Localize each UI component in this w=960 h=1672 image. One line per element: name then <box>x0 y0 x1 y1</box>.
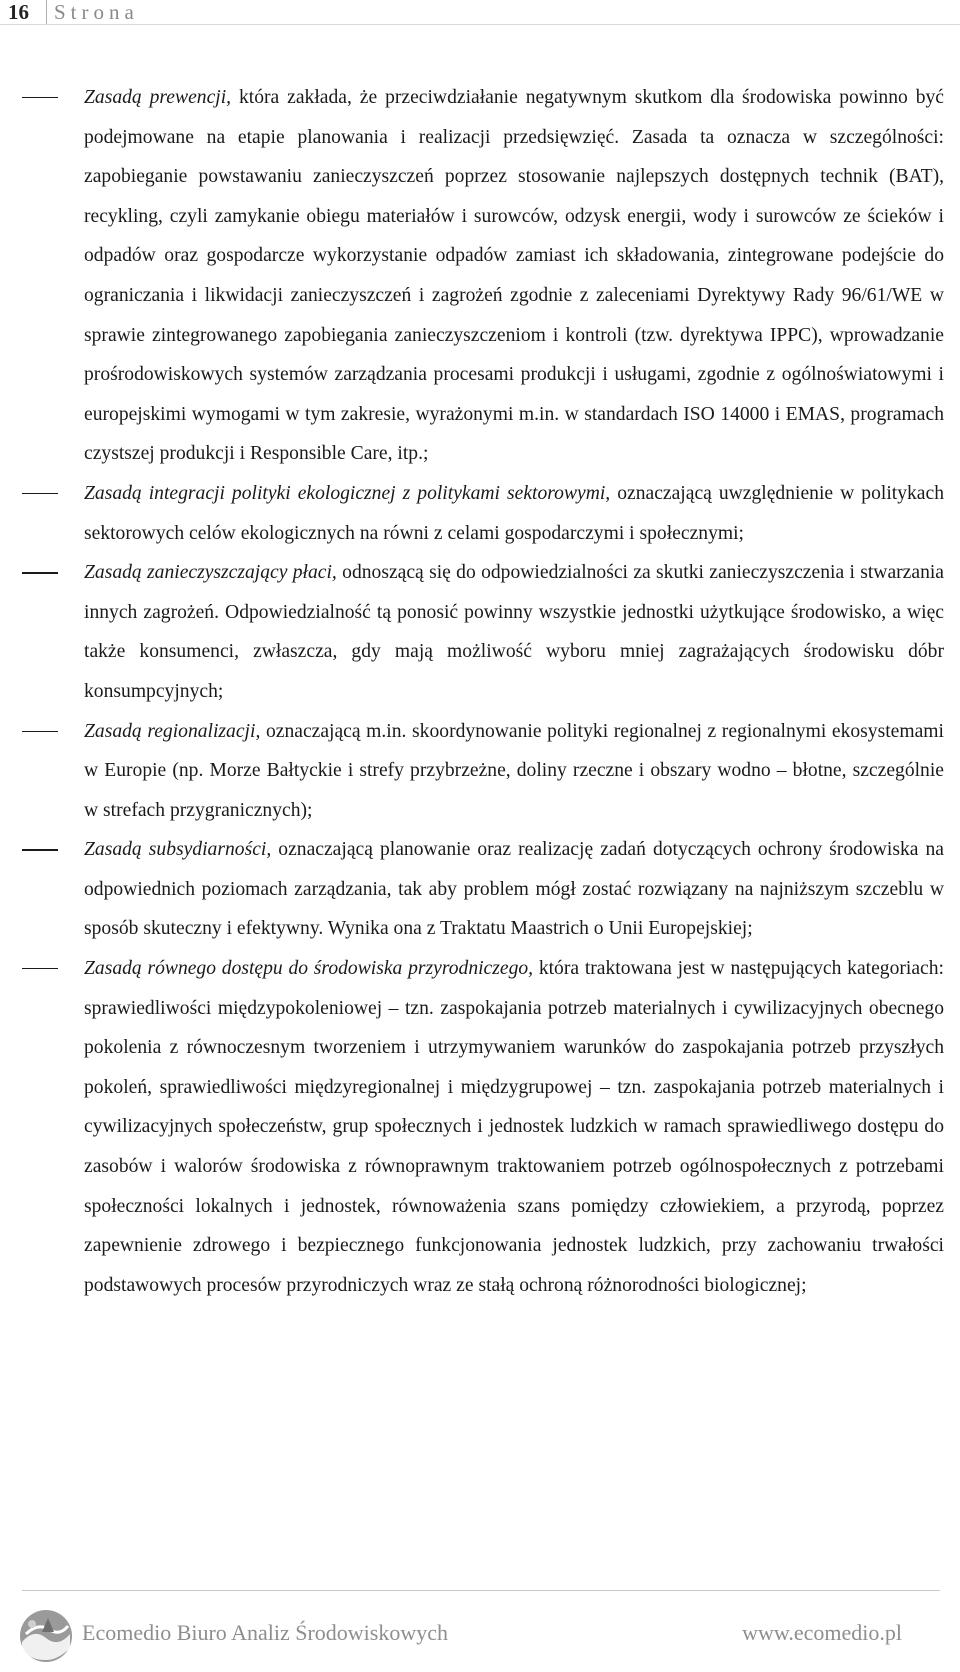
list-item <box>0 553 944 711</box>
list-item-lead: Zasadą zanieczyszczający płaci, <box>84 562 337 584</box>
header-separator <box>46 0 47 24</box>
list-item-text <box>84 474 944 553</box>
list-item-rest: oznaczającą uwzględnienie w politykach sektorowych celów ekologicznych na równi z celami gospodarczymi i społecznymi; <box>84 482 944 544</box>
dash-bullet <box>22 97 58 98</box>
list-item <box>0 830 944 949</box>
list-item-rest: która zakłada, że przeciwdziałanie negatywnym skutkom dla środowiska powinno być podejmowane na etapie planowania i realizacji przedsięwzięć. Zasada ta oznacza w szczególności: zapobieganie powstawaniu zanieczyszczeń poprzez stosowanie najlepszych dostępnych technik (BAT), recykling, czyli zamykanie obiegu materiałów i surowców, odzysk energii, wody i surowców ze ścieków i odpadów oraz gospodarcze wykorzystanie odpadów zamiast ich składowania, zintegrowane podejście do ograniczania i likwidacji zanieczyszczeń i zagrożeń zgodnie z zaleceniami Dyrektywy Rady 96/61/WE w sprawie zintegrowanego zapobiegania zanieczyszczeniom i kontroli (tzw. dyrektywa IPPC), wprowadzanie prośrodowiskowych systemów zarządzania procesami produkcji i usługami, zgodnie z ogólnoświatowymi i europejskimi wymogami w tym zakresie, wyrażonymi m.in. w standardach ISO 14000 i EMAS, programach czystszej produkcji i Responsible Care, itp.; <box>84 87 944 465</box>
list-item <box>0 474 944 553</box>
list-item-rest: która traktowana jest w następujących kategoriach: sprawiedliwości międzypokoleniowej – tzn. zaspokajania potrzeb materialnych i cywilizacyjnych obecnego pokolenia z równoczesnym tworzeniem i utrzymywaniem warunków do zaspokajania potrzeb przyszłych pokoleń, sprawiedliwości międzyregionalnej i międzygrupowej – tzn. zaspokajania potrzeb materialnych i cywilizacyjnych społeczeństw, grup społecznych i jednostek ludzkich w ramach sprawiedliwego dostępu do zasobów i walorów środowiska z równoprawnym traktowaniem potrzeb ogólnospołecznych z potrzebami społeczności lokalnych i jednostek, równoważenia szans pomiędzy człowiekiem, a przyrodą, poprzez zapewnienie zdrowego i bezpiecznego funkcjonowania jednostek ludzkich, przy zachowaniu trwałości podstawowych procesów przyrodniczych wraz ze stałą ochroną różnorodności biologicznej; <box>84 958 944 1296</box>
page-header <box>0 0 960 25</box>
footer-website[interactable]: www.ecomedio.pl <box>742 1620 902 1645</box>
list-item-rest: odnoszącą się do odpowiedzialności za skutki zanieczyszczenia i stwarzania innych zagrożeń. Odpowiedzialność tą ponosić powinny wszystkie jednostki użytkujące środowisko, a więc także konsumenci, zwłaszcza, gdy mają możliwość wyboru mniej zagrażających środowisku dóbr konsumpcyjnych; <box>84 562 945 702</box>
document-body <box>0 78 960 1305</box>
dash-bullet <box>22 572 58 573</box>
dash-bullet <box>22 968 58 969</box>
list-item-text <box>84 949 944 1305</box>
list-item-lead: Zasadą subsydiarności, <box>84 839 272 861</box>
list-item <box>0 78 944 474</box>
list-item <box>0 949 944 1305</box>
list-item-text <box>84 712 944 831</box>
list-item-lead: Zasadą równego dostępu do środowiska przyrodniczego, <box>84 958 534 980</box>
list-item-text <box>84 553 944 711</box>
list-item-rest: oznaczającą m.in. skoordynowanie polityki regionalnej z regionalnymi ekosystemami w Europie (np. Morze Bałtyckie i strefy przybrzeżne, doliny rzeczne i obszary wodno – błotne, szczególnie w strefach przygranicznych); <box>84 720 944 821</box>
footer-organization: Ecomedio Biuro Analiz Środowiskowych <box>82 1620 449 1645</box>
dash-bullet <box>22 731 58 732</box>
page-word: Strona <box>54 0 139 24</box>
page-number: 16 <box>8 0 29 24</box>
ecomedio-logo-icon <box>18 1608 74 1664</box>
list-item-lead: Zasadą integracji polityki ekologicznej z politykami sektorowymi, <box>84 482 611 504</box>
dash-bullet <box>22 849 58 850</box>
page-footer <box>0 1590 960 1672</box>
footer-rule <box>22 1590 940 1591</box>
list-item-text <box>84 78 944 474</box>
list-item-lead: Zasadą regionalizacji, <box>84 720 261 742</box>
list-item-text <box>84 830 944 949</box>
list-item <box>0 712 944 831</box>
dash-bullet <box>22 493 58 494</box>
list-item-lead: Zasadą prewencji, <box>84 87 232 108</box>
list-item-rest: oznaczającą planowanie oraz realizację zadań dotyczących ochrony środowiska na odpowiednich poziomach zarządzania, tak aby problem mógł zostać rozwiązany na najniższym szczeblu w sposób skuteczny i efektywny. Wynika ona z Traktatu Maastrich o Unii Europejskiej; <box>84 839 944 940</box>
